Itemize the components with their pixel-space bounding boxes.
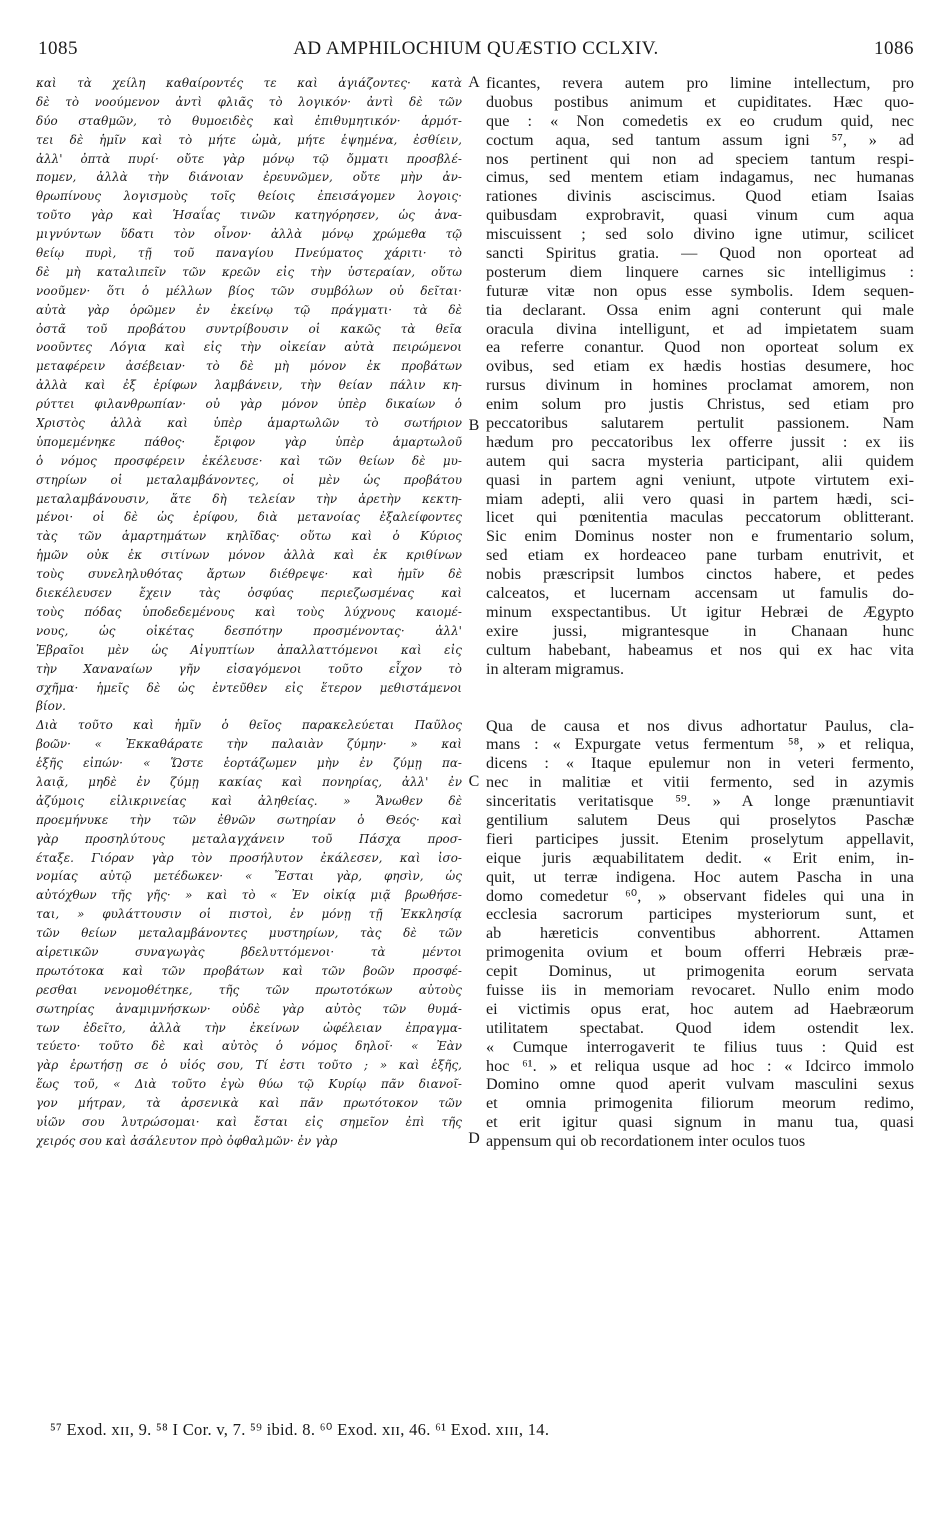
text-line: διεκέλευσεν ἔχειν τὰς ὀσφύας περιεζωσμένας καὶ bbox=[36, 586, 462, 601]
text-line: coctum aqua, sed tantum assum igni ⁵⁷, » ad bbox=[486, 130, 914, 149]
text-line: ei victimis opus erat, hoc autem ad Haebræorum bbox=[486, 999, 914, 1018]
text-line: enim solum pro justis Christus, sed etiam pro bbox=[486, 395, 914, 414]
text-line: ovibus, sed etiam ex hædis hostias desumere, hoc bbox=[486, 357, 914, 376]
text-line: μένοι· οἱ δὲ ὡς ἐρίφου, διὰ μετανοίας ἐξαλείφοντες bbox=[36, 510, 462, 525]
text-line: in alteram migramus. bbox=[486, 659, 625, 678]
text-line: gentilium salutem Deus qui proselytos Paschæ bbox=[486, 810, 914, 829]
running-title: AD AMPHILOCHIUM QUÆSTIO CCLXIV. bbox=[293, 38, 659, 59]
text-line: utilitatem spectabat. Quod idem ostendit lex. bbox=[486, 1018, 914, 1037]
text-line: τὰς τῶν ἁμαρτημάτων κηλῖδας· οὕτω καὶ ὁ Κύριος bbox=[36, 529, 462, 544]
text-line: των ἐδεῖτο, ἀλλὰ τὴν ἐκείνων ὠφέλειαν ἐπραγμα- bbox=[36, 1020, 462, 1035]
text-line: έταξε. Γιόραν γὰρ τὸν προσήλυτον ἐκάλεσεν, καὶ ἰσο- bbox=[36, 850, 462, 865]
text-line: miscuissent ; sed solo divino igne utimur, scilicet bbox=[486, 225, 914, 244]
text-line: appensum qui ob recordationem inter oculos tuos bbox=[486, 1132, 806, 1151]
text-line: δύο σταθμῶν, τὸ θυμοειδὲς καὶ ἐπιθυμητικόν· ἁρμότ- bbox=[36, 113, 462, 128]
text-line: Qua de causa et nos divus adhortatur Paulus, cla- bbox=[486, 716, 914, 735]
text-line: βίον. bbox=[36, 699, 66, 714]
text-line: cimus, sed mentem etiam indagamus, nec humanas bbox=[486, 168, 914, 187]
text-line: χειρός σου καὶ ἀσάλευτον πρὸ ὀφθαλμῶν· ἐν γὰρ bbox=[36, 1133, 338, 1148]
text-line: nos pertinent qui non ad speciem tantum respi- bbox=[486, 149, 914, 168]
page-header bbox=[38, 38, 914, 68]
text-line: futuræ vitæ non opus esse symbolis. Idem sequen- bbox=[486, 281, 914, 300]
text-line: quasi in partem agni veniunt, utpote virtutem exi- bbox=[486, 470, 914, 489]
text-line: miam adepti, alii vero quasi in partem hædi, sci- bbox=[486, 489, 914, 508]
text-line: αὐτὰ γὰρ ὁρῶμεν ἐν ἐκείνῳ τῷ πράγματι· τὰ δὲ bbox=[36, 302, 462, 317]
text-line: licet qui pœnitentia maculas peccatorum oblitterant. bbox=[486, 508, 914, 527]
text-line: que : « Non comedetis ex eo crudum quid, nec bbox=[486, 111, 914, 130]
footnotes: ⁵⁷ Exod. xɪɪ, 9. ⁵⁸ I Cor. v, 7. ⁵⁹ ibid. 8. ⁶⁰ Exod. xɪɪ, 46. ⁶¹ Exod. xɪɪɪ, 14. bbox=[50, 1420, 550, 1439]
page-number-right: 1086 bbox=[874, 38, 914, 59]
text-line: oracula divina intelligunt, et ad impietatem suam bbox=[486, 319, 914, 338]
text-line: Ἑβραῖοι μὲν ὡς Αἰγυπτίων ἀπαλλαττόμενοι καὶ εἰς bbox=[36, 642, 462, 657]
text-line: et omnia primogenita filiorum meorum redimo, bbox=[486, 1094, 914, 1113]
text-line: ficantes, revera autem pro limine intellectum, pro bbox=[486, 74, 914, 92]
section-marker-c: C bbox=[468, 773, 480, 790]
text-line: ea referre conantur. Quod non oporteat solum ex bbox=[486, 338, 914, 357]
text-line: γον μήτραν, τὰ ἀρσενικὰ καὶ πᾶν πρωτότοκον τῶν bbox=[36, 1096, 462, 1111]
text-line: πρωτότοκα καὶ τῶν προβάτων καὶ τῶν βοῶν προσφέ- bbox=[36, 963, 462, 978]
text-line: et erit igitur quasi signum in manu tua, quasi bbox=[486, 1113, 914, 1132]
text-line: tia declarant. Ossa enim agni conterunt qui male bbox=[486, 300, 914, 319]
text-line: primogenita ovium et boum offerri Hebræis præ- bbox=[486, 943, 914, 962]
text-line: duobus postibus animum et cupiditates. Hæc quo- bbox=[486, 92, 914, 111]
text-line: quibusdam exprobravit, quasi vinum cum aqua bbox=[486, 206, 914, 225]
text-line: ὁ νόμος προσφέρειν ἐκέλευσε· καὶ τῶν θείων δὲ μυ- bbox=[36, 453, 462, 468]
text-line: μιγνύντων ὕδατι τὸν οἶνον· ἀλλὰ μόνῳ χρώμεθα τῷ bbox=[36, 227, 462, 242]
text-line: fieri participes jussit. Etenim proselytum appellavit, bbox=[486, 829, 914, 848]
text-line: σωτηρίας ἀναμιμνήσκων· οὐδὲ γὰρ αὐτὸς τῶν θυμά- bbox=[36, 1001, 462, 1016]
text-line: rationes divinis asciscimus. Quod etiam Isaias bbox=[486, 187, 914, 206]
text-line: προεμήνυκε τὴν τῶν ἐθνῶν σωτηρίαν ὁ Θεός· καὶ bbox=[36, 812, 462, 827]
text-line: βοῶν· « Ἐκκαθάρατε τὴν παλαιὰν ζύμην· » καὶ bbox=[36, 737, 462, 752]
text-line: ρεσθαι νενομοθέτηκε, τῆς τῶν πρωτοτόκων αὐτοὺς bbox=[36, 982, 462, 997]
text-line: τὴν Χαναναίων γῆν εἰσαγόμενοι τοῦτο εἶχον τὸ bbox=[36, 661, 462, 676]
text-line: calceatos, et lucernam accensam ut famulis do- bbox=[486, 584, 914, 603]
text-line: νους, ὡς οἰκέτας δεσπότην προσμένοντας· ἀλλ' bbox=[36, 623, 462, 638]
text-line: ἡμῶν οὐκ ἐκ σιτίνων μόνον ἀλλὰ καὶ ἐκ κριθίνων bbox=[36, 548, 462, 563]
text-line: rursus divinum in homines proclamat amorem, non bbox=[486, 376, 914, 395]
text-line: domo comedetur ⁶⁰, » observant fideles qui una in bbox=[486, 886, 914, 905]
text-line: νομίας αὐτῷ μετέδωκεν· « Ἔσται γὰρ, φησὶν, ὡς bbox=[36, 869, 462, 884]
text-line: γὰρ ἐρωτήσῃ σε ὁ υἱός σου, Τί ἐστι τοῦτο ; » καὶ ἑξῆς, bbox=[36, 1058, 462, 1073]
text-line: Domino omne quod aperit vulvam masculini sexus bbox=[486, 1075, 914, 1094]
text-line: καὶ τὰ χείλη καθαίροντές τε καὶ ἁγιάζοντες· κατὰ bbox=[36, 76, 462, 90]
text-line: autem qui sacra mysteria participant, alii quidem bbox=[486, 451, 914, 470]
text-line: στηρίων οἱ μεταλαμβάνοντες, οἱ μὲν ὡς προβάτου bbox=[36, 472, 462, 487]
section-marker-d: D bbox=[468, 1130, 480, 1147]
text-line: posterum diem linquere carnes sic intelligimus : bbox=[486, 262, 914, 281]
text-line: cepit Dominus, ut primogenita eorum servata bbox=[486, 962, 914, 981]
text-line: ἀλλὰ καὶ ἐξ ἐρίφων λαμβάνειν, τὴν θείαν πάλιν κη- bbox=[36, 378, 462, 393]
text-line: exire jussi, migrantesque in Chanaan hunc bbox=[486, 621, 914, 640]
text-line: νοοῦντες Λόγια καὶ εἰς τὴν οἰκείαν αὐτὰ πειρώμενοι bbox=[36, 340, 462, 355]
text-line: δὲ μὴ καταλιπεῖν τῶν κρεῶν εἰς τὴν ὑστεραίαν, οὕτω bbox=[36, 264, 462, 279]
text-line: nobis præscripsit lumbos cinctos habere, et pedes bbox=[486, 565, 914, 584]
section-marker-b: B bbox=[468, 417, 480, 434]
text-line: « Cumque interrogaverit te filius tuus : Quid est bbox=[486, 1037, 914, 1056]
text-line: ὑπομεμένηκε πάθος· ἔριφον γὰρ ὑπὲρ ἁμαρτωλοῦ bbox=[36, 434, 462, 449]
text-line: peccatoribus salutarem pertulit passionem. Nam bbox=[486, 414, 914, 433]
text-line: τοὺς πόδας ὑποδεδεμένους καὶ τοὺς λύχνους καιομέ- bbox=[36, 604, 462, 619]
page-number-left: 1085 bbox=[38, 38, 78, 59]
text-line: sinceritatis veritatisque ⁵⁹. » A longe prænuntiavit bbox=[486, 792, 914, 811]
text-line: sancti Spiritus gratia. — Quod non oporteat ad bbox=[486, 244, 914, 263]
section-marker-a: A bbox=[468, 74, 480, 91]
text-line: nec in malitiæ et vitii fermento, sed in azymis bbox=[486, 773, 914, 792]
text-line: eique juris æquabilitatem dedit. « Erit enim, in- bbox=[486, 848, 914, 867]
text-line: μεταλαμβάνουσιν, ἅτε δὴ τελείαν τὴν ἀρετὴν κεκτη- bbox=[36, 491, 462, 506]
text-line: Sic enim Dominus noster non e frumentario solum, bbox=[486, 527, 914, 546]
text-line: fuisse iis in memoriam revocaret. Nullo enim modo bbox=[486, 980, 914, 999]
text-line: λαιᾷ, μηδὲ ἐν ζύμῃ κακίας καὶ πονηρίας, ἀλλ' ἐν bbox=[36, 774, 462, 789]
text-line: ται, » φυλάττουσιν οἱ πιστοὶ, ἐν μόνῃ τῇ Ἐκκλησίᾳ bbox=[36, 907, 462, 922]
text-line: ἑξῆς εἰπών· « Ὥστε ἑορτάζωμεν μὴν ἐν ζύμῃ πα- bbox=[36, 756, 462, 771]
latin-text-column bbox=[486, 74, 914, 1151]
text-line: ρύττει φιλανθρωπίαν· οὐ γὰρ μόνον ὑπὲρ δικαίων ὁ bbox=[36, 397, 462, 412]
text-line: dicens : « Itaque epulemur non in veteri fermento, bbox=[486, 754, 914, 773]
text-line: νοοῦμεν· ὅτι ὁ μέλλων βίος τῶν συμβόλων οὐ δεῖται· bbox=[36, 283, 462, 298]
text-line: σχῆμα· ἡμεῖς δὲ ὡς ἐντεῦθεν εἰς ἕτερον μεθιστάμενοι bbox=[36, 680, 462, 695]
text-line: τῶν θείων μεταλαμβάνοντες μυστηρίων, τὰς δὲ τῶν bbox=[36, 926, 462, 941]
text-line: sed etiam ex hordeaceo pane turbam enutrivit, et bbox=[486, 546, 914, 565]
text-line: θρωπίνους λογισμοὺς τοῖς θείοις ἐπεισάγομεν λογοις· bbox=[36, 189, 462, 204]
text-line: τοὺς συνεληλυθότας ἄρτων διέθρεψε· καὶ ἡμῖν δὲ bbox=[36, 567, 462, 582]
text-line: quit, ut terræ indigena. Hoc autem Pascha in una bbox=[486, 867, 914, 886]
text-line: ὀστᾶ τοῦ προβάτου συντρίβουσιν οἱ κακῶς τὰ θεῖα bbox=[36, 321, 462, 336]
text-line: γὰρ προσηλύτους μεταλαγχάνειν τοῦ Πάσχα προσ- bbox=[36, 831, 462, 846]
text-line: mans : « Expurgate vetus fermentum ⁵⁸, » et reliqua, bbox=[486, 735, 914, 754]
text-line: τοῦτο γὰρ καὶ Ἡσαΐας τινῶν κατηγόρησεν, ὡς ἀνα- bbox=[36, 208, 462, 223]
text-line: μεταφέρειν ἀσέβειαν· τὸ δὲ μὴ μόνον ἐκ προβάτων bbox=[36, 359, 462, 374]
text-line: ἀζύμοις εἰλικρινείας καὶ ἀληθείας. » Ἄνωθεν δὲ bbox=[36, 793, 462, 808]
text-line: τεύετο· τοῦτο δὲ καὶ αὐτὸς ὁ νόμος δηλοῖ· « Ἐὰν bbox=[36, 1039, 462, 1054]
text-line: ἕως τοῦ, « Διὰ τοῦτο ἐγὼ θύω τῷ Κυρίῳ πᾶν διανοῖ- bbox=[36, 1077, 462, 1092]
text-line: ecclesia sacrorum participes mysteriorum sunt, et bbox=[486, 905, 914, 924]
text-line: cultum habebant, habeamus et nos qui ex hac vita bbox=[486, 640, 914, 659]
text-line: Χριστὸς ἀλλὰ καὶ ὑπὲρ ἁμαρτωλῶν τὸ σωτήριον bbox=[36, 416, 462, 431]
text-line: ἀλλ' ὀπτὰ πυρί· οὔτε γὰρ μόνῳ τῷ ὄμματι προσβλέ- bbox=[36, 151, 462, 166]
greek-text-column bbox=[36, 74, 462, 1151]
text-line: hoc ⁶¹. » et reliqua usque ad hoc : « Idcirco immolo bbox=[486, 1056, 914, 1075]
text-line: αἱρετικῶν συναγωγὰς βδελυττόμενοι· τὰ μέντοι bbox=[36, 944, 462, 959]
text-line: αὐτόχθων τῆς γῆς· » καὶ τὸ « Ἐν οἰκίᾳ μιᾷ βρωθήσε- bbox=[36, 888, 462, 903]
text-line: minum exspectantibus. Ut igitur Hebræi de Ægypto bbox=[486, 602, 914, 621]
text-line: υἱῶν σου λυτρώσομαι· καὶ ἔσται εἰς σημεῖον ἐπὶ τῆς bbox=[36, 1114, 462, 1129]
text-line: hædum pro peccatoribus lex offerre jussit : ex iis bbox=[486, 432, 914, 451]
paragraph-gap bbox=[486, 679, 914, 717]
text-line: ab hæreticis conventibus abhorrent. Attamen bbox=[486, 924, 914, 943]
text-line: τει δὲ ἡμῖν καὶ τὸ μήτε ὠμὰ, μήτε ἑψημένα, ἐσθίειν, bbox=[36, 132, 462, 147]
text-line: θείῳ πυρὶ, τῇ τοῦ παναγίου Πνεύματος χάριτι· τὸ bbox=[36, 246, 462, 261]
text-line: Διὰ τοῦτο καὶ ἡμῖν ὁ θεῖος παρακελεύεται Παῦλος bbox=[36, 718, 462, 733]
text-line: δὲ τὸ νοούμενον ἀντὶ φλιᾶς τὸ λογικόν· ἀντὶ δὲ τῶν bbox=[36, 94, 462, 109]
text-line: πομεν, ἀλλὰ τὴν διάνοιαν ἐρευνῶμεν, οὔτε μὴν ἀν- bbox=[36, 170, 462, 185]
